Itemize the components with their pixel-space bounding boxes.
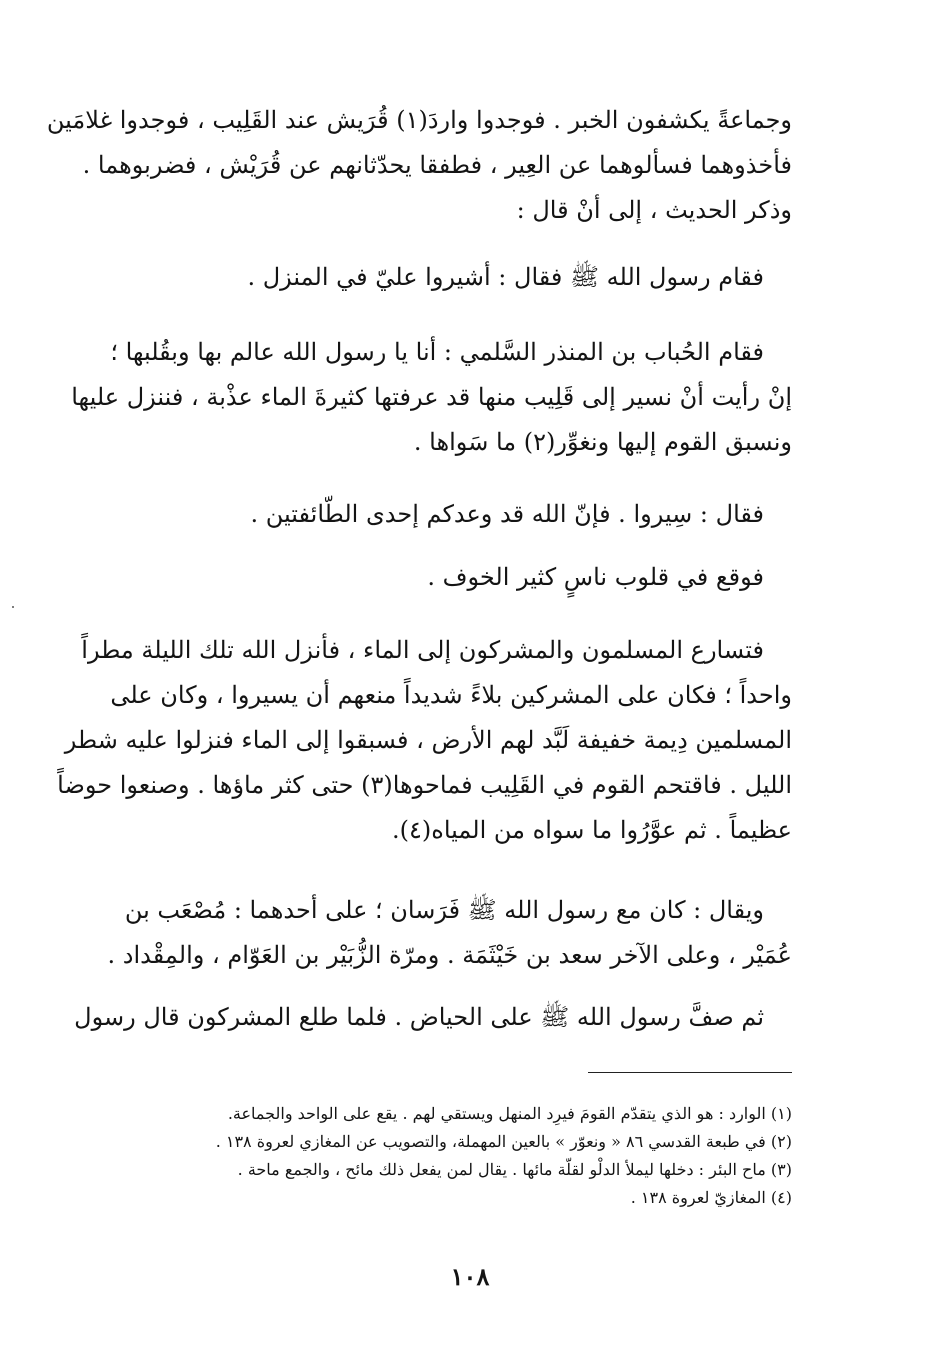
text-line: فأخذوهما فسألوهما عن العِير ، فطفقا يحدّثانهم عن قُرَيْش ، فضربوهما . [82,151,792,179]
page-number: ١٠٨ [450,1262,490,1291]
paragraph [74,995,792,1040]
text-line: فقال : سِيروا . فإنّ الله قد وعدكم إحدى الطّائفتين . [250,500,764,528]
text-line: واحداً ؛ فكان على المشركين بلاءً شديداً منعهم أن يسيروا ، وكان على [110,681,792,709]
text-line: فوقع في قلوب ناسٍ كثير الخوف . [427,563,764,591]
text-line: فقام رسول الله ﷺ فقال : أشيروا عليّ في المنزل . [247,263,764,291]
footnote-3: (٣) ماح البئر : دخلها ليملأ الدلْو لقلّة مائها . يقال لمن يفعل ذلك مائح ، والجمع ماحة . [237,1160,792,1179]
paragraph [46,98,792,233]
text-line: إنْ رأيت أنْ نسير إلى قَلِيب منها قد عرفتها كثيرةَ الماء عذْبة ، فننزل عليها [71,383,792,411]
paragraph [96,555,792,600]
text-line: ويقال : كان مع رسول الله ﷺ فَرَسان ؛ على أحدهما : مُصْعَب بن [124,896,764,924]
text-line: وجماعةً يكشفون الخبر . فوجدوا واردَ(١) قُرَيش عند القَلِيب ، فوجدوا غلامَين [46,106,792,134]
text-line: ثم صفَّ رسول الله ﷺ على الحياض . فلما طلع المشركون قال رسول [74,1003,764,1031]
text-line: الليل . فاقتحم القوم في القَلِيب فماحوها(٣) حتى كثر ماؤها . وصنعوا حوضاً [57,771,792,799]
text-line: فتسارع المسلمون والمشركون إلى الماء ، فأنزل الله تلك الليلة مطراً [81,636,764,664]
text-line: ونسبق القوم إليها ونغوِّر(٢) ما سَواها . [413,428,792,456]
footnote-1: (١) الوارد : هو الذي يتقدّم القومَ فيرِد المنهل ويستقي لهم . يقع على الواحد والجماعة. [227,1104,792,1123]
text-line: فقام الحُباب بن المنذر السَّلمي : أنا يا رسول الله عالم بها وبقُلبها ؛ [110,338,764,366]
text-line: المسلمين دِيمة خفيفة لَبَّد لهم الأرض ، فسبقوا إلى الماء فنزلوا عليه شطر [64,726,792,754]
paragraph [96,255,792,300]
footnote-4: (٤) المغازيّ لعروة ١٣٨ . [630,1188,792,1207]
scan-speck [12,606,14,608]
text-line: عظيماً . ثم عوَّرُوا ما سواه من المياه(٤). [392,816,792,844]
text-line: عُمَيْر ، وعلى الآخر سعد بن خَيْثَمَة . ومرّة الزُّبَيْر بن العَوّام ، والمِقْداد . [107,941,792,969]
footnote-2: (٢) في طبعة القدسي ٨٦ « ونعوّر » بالعين المهملة، والتصويب عن المغازي لعروة ١٣٨ . [215,1132,792,1151]
paragraph [96,888,792,978]
text-line: وذكر الحديث ، إلى أنْ قال : [516,196,792,224]
paragraph [96,492,792,537]
footnotes [150,1100,792,1212]
paragraph [71,330,792,465]
footnote-separator [588,1072,792,1073]
paragraph [57,628,792,853]
